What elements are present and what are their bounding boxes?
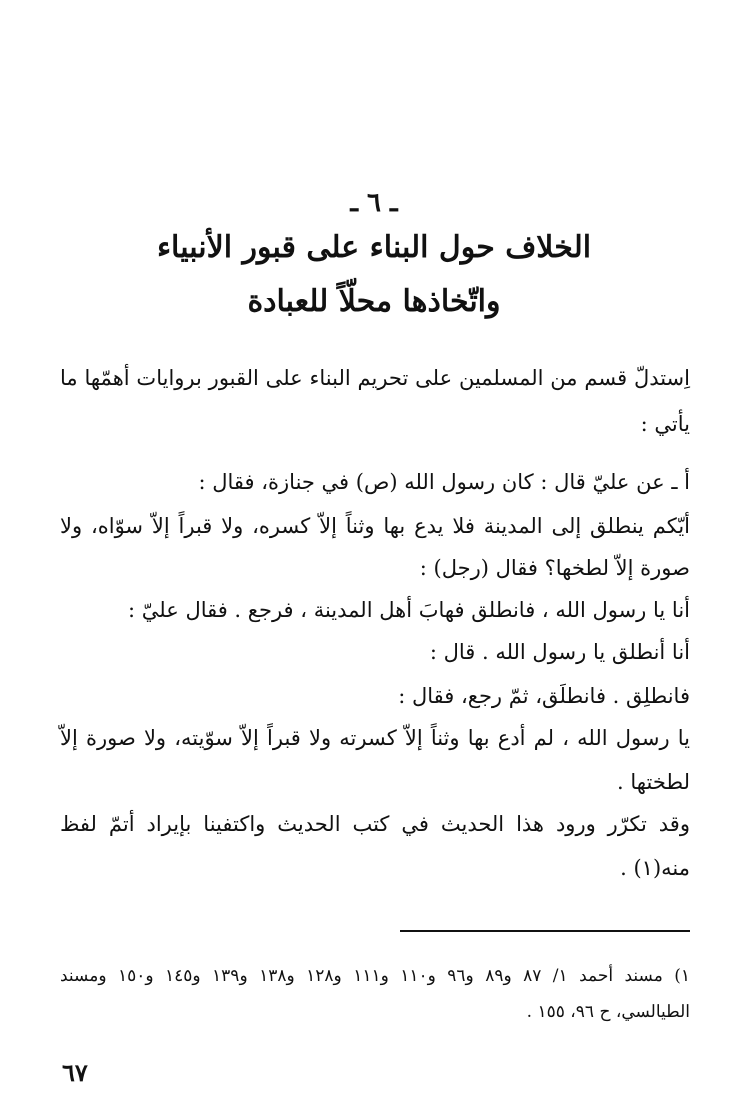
footnote-line: ١) مسند أحمد ١/ ٨٧ و٨٩ و٩٦ و١١٠ و١١١ و١٢٨ و١٣٨ و١٣٩ و١٤٥ و١٥٠ ومسند: [60, 966, 690, 986]
chapter-title-line-1: الخلاف حول البناء على قبور الأنبياء: [156, 230, 592, 265]
footnote-line: الطيالسي، ح ٩٦، ١٥٥ .: [526, 1002, 690, 1022]
page-number: ٦٧: [62, 1058, 88, 1087]
body-line: صورة إلاّ لطخها؟ فقال (رجل) :: [419, 556, 690, 580]
body-line: يأتي :: [640, 412, 690, 436]
chapter-number: ـ ٦ ـ: [350, 188, 398, 218]
footnote-separator: [400, 930, 690, 932]
body-line: وقد تكرّر ورود هذا الحديث في كتب الحديث واكتفينا بإيراد أتمّ لفظ: [60, 812, 690, 836]
chapter-title-line-2: واتّخاذها محلّاً للعبادة: [247, 284, 501, 319]
body-line: اِستدلّ قسم من المسلمين على تحريم البناء على القبور بروايات أهمّها ما: [60, 366, 690, 390]
body-line: أ ـ عن عليّ قال : كان رسول الله (ص) في جنازة، فقال :: [198, 470, 690, 494]
body-line: أنا يا رسول الله ، فانطلق فهابَ أهل المدينة ، فرجع . فقال عليّ :: [128, 598, 690, 622]
body-line: أنا أنطلق يا رسول الله . قال :: [429, 640, 690, 664]
body-line: فانطلِق . فانطلَق، ثمّ رجع، فقال :: [398, 684, 690, 708]
body-line: منه(١) .: [620, 856, 690, 880]
body-line: لطختها .: [617, 770, 690, 794]
body-line: أيّكم ينطلق إلى المدينة فلا يدع بها وثناً إلاّ كسره، ولا قبراً إلاّ سوّاه، ولا: [60, 514, 690, 538]
body-line: يا رسول الله ، لم أدع بها وثناً إلاّ كسرته ولا قبراً إلاّ سوّيته، ولا صورة إلاّ: [60, 726, 690, 750]
